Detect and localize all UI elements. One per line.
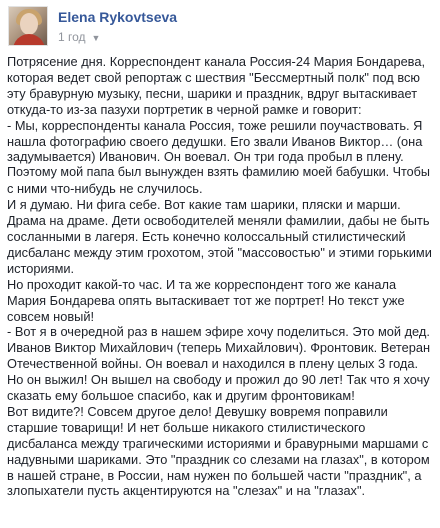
post-text-line: задумывается) Иванович. Он воевал. Он три года пробыл в плену. xyxy=(7,149,404,165)
post-text-line: в нашей стране, в России, нам нужен по большей части "праздник", а xyxy=(7,467,422,483)
post-text-line: Потрясение дня. Корреспондент канала Россия-24 Мария Бондарева, xyxy=(7,54,426,69)
post-text-line: Мария Бондарева опять вытаскивает тот же портрет! Но текст уже xyxy=(7,292,405,308)
post-text-line: откуда-то из-за пазухи портретик в черной рамке и говорит: xyxy=(7,101,362,117)
chevron-down-icon[interactable]: ▼ xyxy=(91,33,101,43)
post-text-line: дисбаланса между трагическими историями и бравурными маршами с xyxy=(7,435,429,451)
post-text-line: дисбаланс между этим грохотом, этой "массовостью" и этими горькими xyxy=(7,244,432,260)
post-text-line: Отечественной войны. Он воевал и находился в плену целых 3 года. xyxy=(7,356,419,372)
post-text-line: эту бравурную музыку, песни, шарики и праздник, вдруг вытаскивает xyxy=(7,85,418,101)
post-timestamp[interactable]: 1 год xyxy=(58,30,86,44)
avatar-shoulders xyxy=(13,34,45,46)
post-meta xyxy=(58,30,100,44)
post-text-line: с ними что-нибудь не случилось. xyxy=(7,181,203,197)
post-text-line: - Мы, корреспонденты канала Россия, тоже решили поучаствовать. Я xyxy=(7,117,423,133)
post-text-line: Но проходит какой-то час. И та же корреспондент того же канала xyxy=(7,276,397,292)
post-text-line: совсем новый! xyxy=(7,308,95,324)
post-text-line: надувными шариками. Это "праздник со слезами на глазах", в котором xyxy=(7,451,430,467)
post-text-line: Вот видите?! Совсем другое дело! Девушку вовремя поправили xyxy=(7,403,388,419)
post-text-line: сказать ему большое спасибо, как и другим фронтовикам! xyxy=(7,388,355,404)
post-text-line: И я думаю. Ни фига себе. Вот какие там шарики, пляски и марши. xyxy=(7,197,401,213)
post-text-line: Иванов Виктор Михайлович (теперь Михайлович). Фронтовик. Ветеран xyxy=(7,340,431,356)
author-name[interactable]: Elena Rykovtseva xyxy=(58,9,178,25)
post-text-line: Но он выжил! Он вышел на свободу и прожил до 90 лет! Так что я хочу xyxy=(7,372,430,388)
avatar-face xyxy=(20,13,38,35)
post-text-line: нашла фотографию своего дедушки. Его звали Иванов Виктор… (она xyxy=(7,133,423,149)
post-text-line: - Вот я в очередной раз в нашем эфире хочу поделиться. Это мой дед. xyxy=(7,324,430,340)
post-text-line: Драма на драме. Дети освободителей меняли фамилии, дабы не быть xyxy=(7,213,430,229)
post-text-line: старшие товарищи! И нет больше никакого стилистического xyxy=(7,419,366,435)
post-text-line: злопыхатели пусть акцентируются на "слезах" и на "глазах". xyxy=(7,483,366,499)
post-text-line: сосланными в лагеря. Есть конечно колоссальный стилистический xyxy=(7,228,406,244)
avatar[interactable] xyxy=(8,6,48,46)
post-text-line: которая ведет свой репортаж с шествия "Бессмертный полк" под всю xyxy=(7,69,420,85)
post-text-line: историями. xyxy=(7,260,75,276)
post-text xyxy=(7,54,435,499)
post-text-line: Поэтому мой папа был вынужден взять фамилию моей бабушки. Чтобы xyxy=(7,165,430,180)
